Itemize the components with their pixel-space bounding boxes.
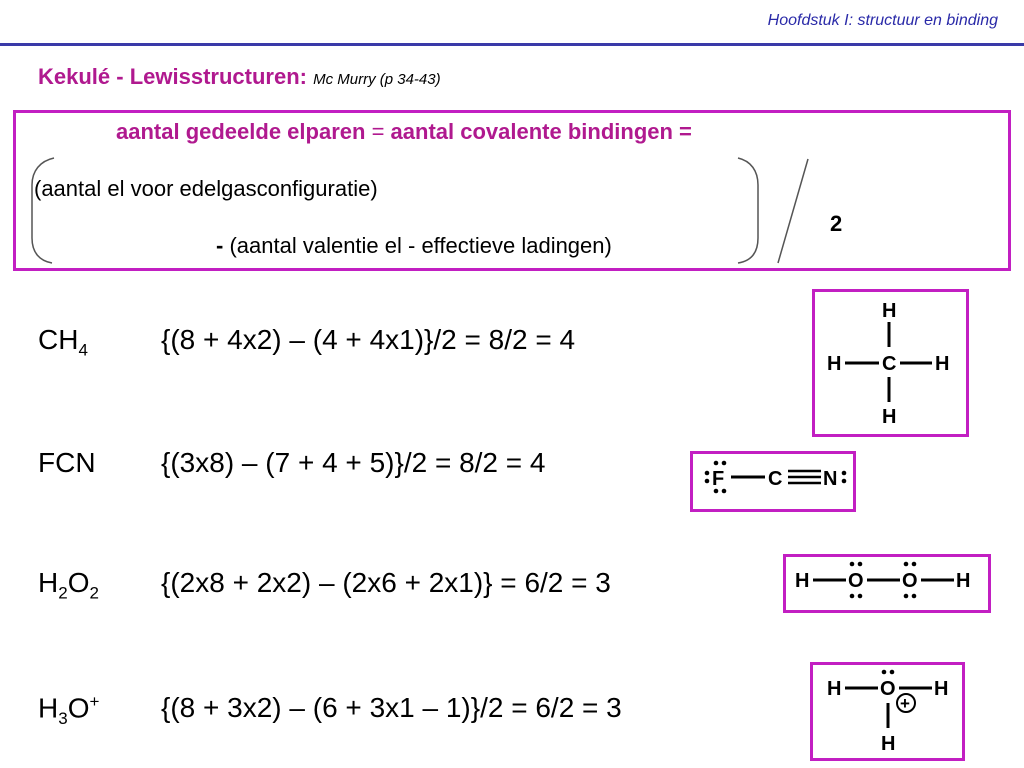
atom-h-left: H xyxy=(827,678,842,700)
atom-h-right: H xyxy=(934,678,949,700)
formula-equals: = xyxy=(371,119,385,144)
molecule-label: $H_2O_2$ xyxy=(38,567,99,603)
atom-c: C xyxy=(768,468,783,490)
title-reference: Mc Murry (p 34-43) xyxy=(313,71,441,88)
atom-o-left: O xyxy=(848,570,864,592)
chapter-header: Hoofdstuk I: structuur en binding xyxy=(767,12,998,29)
atom-n: N xyxy=(823,468,838,490)
calc-expression: {(8 + 4x2) – (4 + 4x1)}/2 = 8/2 = 4 xyxy=(161,324,576,355)
lewis-h3o-box xyxy=(810,662,965,761)
atom-o: O xyxy=(880,678,896,700)
title-main: Kekulé - Lewisstructuren: xyxy=(38,64,307,89)
formula-denominator: 2 xyxy=(830,211,843,236)
atom-c: C xyxy=(882,353,897,375)
lone-pairs xyxy=(882,670,895,675)
atom-h-right: H xyxy=(956,570,971,592)
molecule-label: $CH_4$ xyxy=(38,324,88,360)
molecule-label: FCN xyxy=(38,447,96,478)
lewis-h3o xyxy=(813,665,962,758)
formula-valence-text: (aantal valentie el - effectieve ladingen) xyxy=(229,233,612,258)
atom-h-left: H xyxy=(827,353,842,375)
lewis-h2o2 xyxy=(786,557,988,610)
charge-plus: + xyxy=(900,694,910,713)
calc-expression: {(2x8 + 2x2) – (2x6 + 2x1)} = 6/2 = 3 xyxy=(161,567,611,598)
lewis-ch4-box xyxy=(812,289,969,437)
lewis-h2o2-box xyxy=(783,554,991,613)
formula-covalent-bonds: aantal covalente bindingen = xyxy=(390,119,692,144)
atom-h-right: H xyxy=(935,353,950,375)
lewis-ch4 xyxy=(815,292,966,434)
formula-line-2: (aantal el voor edelgasconfiguratie) xyxy=(34,176,378,201)
header-divider xyxy=(0,43,1024,46)
formula-minus: - xyxy=(216,233,224,258)
atom-h-bottom: H xyxy=(881,733,896,755)
formula-shared-pairs: aantal gedeelde elparen xyxy=(116,119,366,144)
atom-o-right: O xyxy=(902,570,918,592)
calc-expression: {(3x8) – (7 + 4 + 5)}/2 = 8/2 = 4 xyxy=(161,447,546,478)
lewis-fcn-box xyxy=(690,451,856,512)
atom-h-bottom: H xyxy=(882,406,897,428)
calc-expression: {(8 + 3x2) – (6 + 3x1 – 1)}/2 = 6/2 = 3 xyxy=(161,692,622,723)
atom-f: F xyxy=(712,468,725,490)
slide-title xyxy=(38,64,441,90)
lewis-fcn xyxy=(693,454,853,509)
formula-brackets xyxy=(16,113,1008,268)
formula-box xyxy=(13,110,1011,271)
atom-h-left: H xyxy=(795,570,810,592)
molecule-label: $H_3O^+$ xyxy=(38,692,100,728)
atom-h-top: H xyxy=(882,300,897,322)
